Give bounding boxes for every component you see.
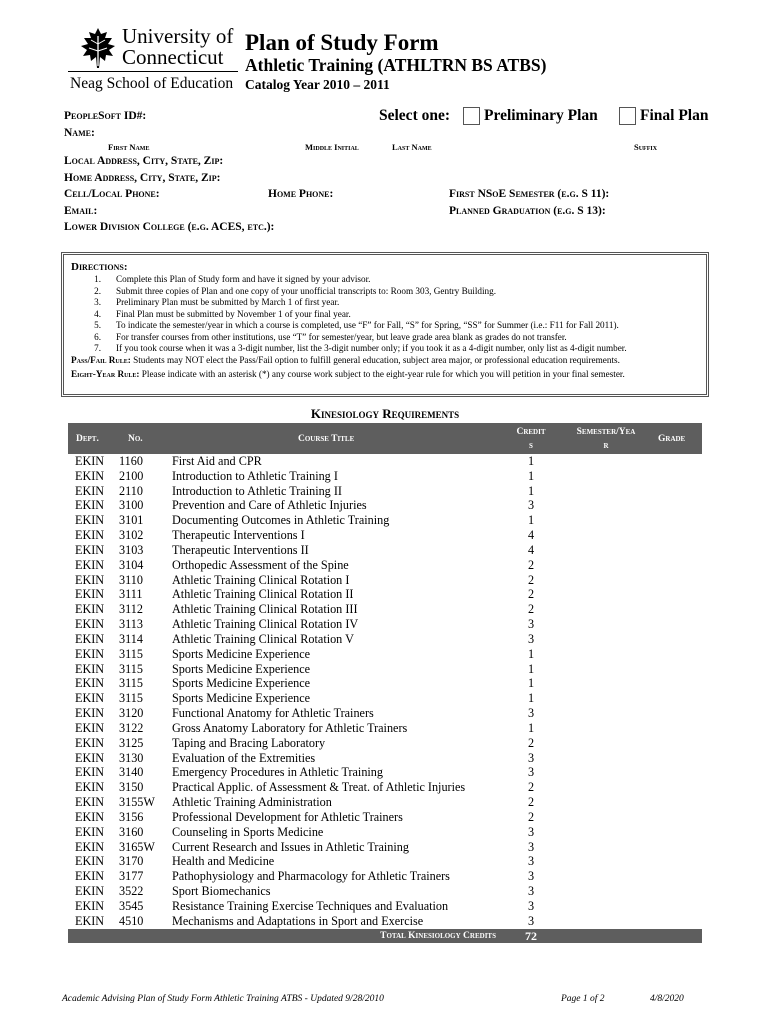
- name-label: Name:: [64, 127, 95, 139]
- eight-year-rule: [71, 369, 625, 380]
- course-number-cell: 3522: [119, 884, 144, 899]
- table-row: [68, 736, 702, 751]
- table-row: [68, 854, 702, 869]
- university-name-line2: Connecticut: [122, 45, 224, 69]
- course-number-cell: 3120: [119, 706, 144, 721]
- course-title-cell: Sports Medicine Experience: [172, 676, 311, 691]
- table-row: [68, 780, 702, 795]
- pass-fail-rule-text: Students may NOT elect the Pass/Fail option to fulfill general education, subject area major, or professional education requirements.: [133, 355, 620, 365]
- table-row: [68, 617, 702, 632]
- credits-cell: 1: [527, 483, 535, 498]
- footer-date: 4/8/2020: [650, 994, 684, 1004]
- dept-cell: EKIN: [75, 676, 105, 691]
- course-title-cell: Resistance Training Exercise Techniques and Evaluation: [172, 898, 449, 913]
- footer-form-title: Academic Advising Plan of Study Form Athletic Training ATBS - Updated 9/28/2010: [62, 994, 384, 1004]
- credits-cell: 2: [527, 587, 535, 602]
- directions-box: Directions: 1. Complete this Plan of Study form and have it signed by your advisor. 2. Submit three copies of Plan and one copy of your unofficial transcripts to: Room 303, Gentry Building. 3. Preliminary Plan must be submitted by March 1 of first year. 4. Final Plan must be submitted by November 1 of your final year. 5. To indicate the semester/year in which a course is completed, use “F” for Fall, “S” for Spring, “SS” for Summer (i.e.: F11 for Fall 2011). 6. For transfer courses from other institutions, use “T” for semester/year, but leave grade area blank as grades do not transfer. 7. If you took course when it was a 3-digit number, list the 3-digit number only; if you took it as a 4-digit number, only list as 4-digit number. Pass/Fail Rule: Students may NOT elect the Pass/Fail option to fulfill general education, subject area major, or professional education requirements. Eight-Year Rule: Please indicate with an asterisk (*) any course work subject to the eight-year rule for which you will petition in your final semester.: [61, 252, 709, 397]
- course-number-cell: 3101: [119, 513, 144, 528]
- course-number-cell: 3114: [119, 631, 143, 646]
- dept-cell: EKIN: [75, 528, 105, 543]
- eight-year-rule-text: Please indicate with an asterisk (*) any course work subject to the eight-year rule for which you will petition in your final semester.: [141, 369, 625, 379]
- course-title-cell: Therapeutic Interventions I: [172, 528, 305, 543]
- table-row: [68, 869, 702, 884]
- dept-cell: EKIN: [75, 587, 105, 602]
- uconn-logo: [68, 24, 238, 94]
- credits-cell: 1: [527, 691, 535, 706]
- dept-cell: EKIN: [75, 631, 105, 646]
- course-title-cell: Gross Anatomy Laboratory for Athletic Trainers: [172, 720, 408, 735]
- credits-cell: 3: [527, 631, 535, 646]
- dept-cell: EKIN: [75, 646, 105, 661]
- table-row: [68, 706, 702, 721]
- first-semester-label: First NSoE Semester (e.g. S 11):: [449, 188, 610, 200]
- grade-column-header: Grade: [658, 434, 686, 444]
- course-title-cell: Orthopedic Assessment of the Spine: [172, 557, 349, 572]
- course-number-cell: 3545: [119, 898, 144, 913]
- logo-divider: [68, 71, 238, 72]
- page-title: Plan of Study Form: [245, 30, 439, 55]
- course-number-cell: 4510: [119, 913, 144, 928]
- final-plan-checkbox[interactable]: [619, 107, 636, 125]
- dept-cell: EKIN: [75, 898, 105, 913]
- footer-page-number: Page 1 of 2: [561, 994, 605, 1004]
- credits-cell: 1: [527, 513, 535, 528]
- credits-cell: 4: [527, 528, 535, 543]
- credits-cell: 3: [527, 869, 535, 884]
- table-row: [68, 840, 702, 855]
- course-title-cell: Sports Medicine Experience: [172, 691, 311, 706]
- table-row: [68, 691, 702, 706]
- dept-cell: EKIN: [75, 483, 105, 498]
- table-row: [68, 587, 702, 602]
- course-title-cell: Evaluation of the Extremities: [172, 750, 316, 765]
- credits-cell: 3: [527, 884, 535, 899]
- table-row: [68, 454, 702, 469]
- credits-cell: 3: [527, 824, 535, 839]
- table-row: [68, 469, 702, 484]
- credits-cell: 2: [527, 780, 535, 795]
- dept-cell: EKIN: [75, 661, 105, 676]
- credits-cell: 3: [527, 498, 535, 513]
- course-number-cell: 3115: [119, 691, 143, 706]
- course-title-cell: Counseling in Sports Medicine: [172, 824, 324, 839]
- course-title-cell: Sport Biomechanics: [172, 884, 271, 899]
- credits-cell: 2: [527, 809, 535, 824]
- last-name-label: Last Name: [392, 142, 432, 152]
- course-title-cell: Health and Medicine: [172, 854, 275, 869]
- dept-cell: EKIN: [75, 839, 105, 854]
- dept-cell: EKIN: [75, 706, 105, 721]
- course-number-cell: 3165W: [119, 839, 155, 854]
- table-row: [68, 810, 702, 825]
- credits-cell: 2: [527, 557, 535, 572]
- middle-initial-label: Middle Initial: [305, 142, 359, 152]
- kinesiology-requirements-title: Kinesiology Requirements: [310, 406, 460, 421]
- course-title-cell: Pathophysiology and Pharmacology for Athletic Trainers: [172, 869, 450, 884]
- home-phone-label: Home Phone:: [268, 188, 334, 200]
- dept-cell: EKIN: [75, 913, 105, 928]
- planned-graduation-label: Planned Graduation (e.g. S 13):: [449, 205, 606, 217]
- course-number-cell: 2100: [119, 468, 144, 483]
- course-number-cell: 3110: [119, 572, 143, 587]
- course-number-cell: 3103: [119, 542, 144, 557]
- course-title-cell: Athletic Training Clinical Rotation III: [172, 602, 358, 617]
- credits-cell: 2: [527, 735, 535, 750]
- no-column-header: No.: [128, 434, 143, 444]
- table-row: [68, 528, 702, 543]
- table-row: [68, 513, 702, 528]
- course-number-cell: 3112: [119, 602, 143, 617]
- dept-cell: EKIN: [75, 454, 105, 468]
- lower-division-college-label: Lower Division College (e.g. ACES, etc.):: [64, 221, 275, 233]
- course-title-cell: Prevention and Care of Athletic Injuries: [172, 498, 367, 513]
- course-number-cell: 3155W: [119, 795, 155, 810]
- final-plan-label: Final Plan: [640, 107, 709, 124]
- table-row: [68, 498, 702, 513]
- credits-cell: 1: [527, 468, 535, 483]
- course-number-cell: 3177: [119, 869, 144, 884]
- peoplesoft-id-label: PeopleSoft ID#:: [64, 110, 147, 122]
- course-title-cell: Sports Medicine Experience: [172, 646, 311, 661]
- credits-cell: 3: [527, 765, 535, 780]
- school-name: Neag School of Education: [70, 75, 234, 92]
- university-name-line1: University of: [122, 24, 234, 48]
- course-number-cell: 3150: [119, 780, 144, 795]
- dept-cell: EKIN: [75, 691, 105, 706]
- table-row: [68, 662, 702, 677]
- credits-cell: 3: [527, 706, 535, 721]
- table-row: [68, 899, 702, 914]
- course-number-cell: 3111: [119, 587, 143, 602]
- credits-cell: 1: [527, 720, 535, 735]
- select-one-label: Select one:: [379, 107, 451, 124]
- course-number-cell: 3125: [119, 735, 144, 750]
- table-row: [68, 795, 702, 810]
- dept-cell: EKIN: [75, 735, 105, 750]
- course-title-cell: Documenting Outcomes in Athletic Training: [172, 513, 390, 528]
- course-title-cell: Introduction to Athletic Training I: [172, 468, 338, 483]
- cell-phone-label: Cell/Local Phone:: [64, 188, 160, 200]
- credits-cell: 2: [527, 602, 535, 617]
- local-address-label: Local Address, City, State, Zip:: [64, 155, 224, 167]
- course-title-cell: Athletic Training Clinical Rotation V: [172, 631, 354, 646]
- dept-cell: EKIN: [75, 557, 105, 572]
- pass-fail-rule-label: Pass/Fail Rule:: [71, 355, 131, 365]
- course-title-cell: Athletic Training Clinical Rotation II: [172, 587, 354, 602]
- course-number-cell: 3170: [119, 854, 144, 869]
- table-row: [68, 558, 702, 573]
- credits-cell: 3: [527, 750, 535, 765]
- credits-column-header: Credit s: [516, 427, 546, 451]
- dept-cell: EKIN: [75, 795, 105, 810]
- oak-leaf-icon: [76, 26, 120, 70]
- home-address-label: Home Address, City, State, Zip:: [64, 172, 221, 184]
- dept-cell: EKIN: [75, 884, 105, 899]
- course-title-cell: Therapeutic Interventions II: [172, 542, 309, 557]
- table-row: [68, 647, 702, 662]
- credits-cell: 2: [527, 572, 535, 587]
- suffix-label: Suffix: [634, 142, 658, 152]
- dept-cell: EKIN: [75, 542, 105, 557]
- course-number-cell: 3140: [119, 765, 144, 780]
- dept-cell: EKIN: [75, 468, 105, 483]
- credits-cell: 1: [527, 661, 535, 676]
- course-title-cell: Emergency Procedures in Athletic Training: [172, 765, 383, 780]
- course-number-cell: 1160: [119, 454, 143, 468]
- credits-cell: 2: [527, 795, 535, 810]
- credits-cell: 1: [527, 454, 535, 468]
- credits-cell: 3: [527, 913, 535, 928]
- dept-cell: EKIN: [75, 780, 105, 795]
- total-credits-value: 72: [525, 929, 537, 943]
- course-title-cell: Athletic Training Clinical Rotation IV: [172, 617, 359, 632]
- credits-cell: 1: [527, 676, 535, 691]
- course-title-cell: First Aid and CPR: [172, 454, 262, 468]
- total-row: [68, 929, 702, 943]
- dept-cell: EKIN: [75, 854, 105, 869]
- dept-cell: EKIN: [75, 809, 105, 824]
- course-title-cell: Introduction to Athletic Training II: [172, 483, 342, 498]
- course-number-cell: 3104: [119, 557, 144, 572]
- table-row: [68, 884, 702, 899]
- table-row: [68, 721, 702, 736]
- course-number-cell: 3100: [119, 498, 144, 513]
- course-title-cell: Mechanisms and Adaptations in Sport and Exercise: [172, 913, 424, 928]
- course-number-cell: 3115: [119, 646, 143, 661]
- total-credits-label: Total Kinesiology Credits: [380, 931, 496, 941]
- program-title: Athletic Training (ATHLTRN BS ATBS): [245, 55, 547, 75]
- table-header: [68, 423, 702, 454]
- credits-cell: 3: [527, 898, 535, 913]
- course-number-cell: 3160: [119, 824, 144, 839]
- credits-cell: 3: [527, 854, 535, 869]
- course-title-cell: Athletic Training Administration: [172, 795, 332, 810]
- dept-cell: EKIN: [75, 765, 105, 780]
- course-number-cell: 3102: [119, 528, 144, 543]
- dept-cell: EKIN: [75, 498, 105, 513]
- dept-cell: EKIN: [75, 720, 105, 735]
- table-row: [68, 914, 702, 929]
- email-label: Email:: [64, 205, 98, 217]
- dept-cell: EKIN: [75, 572, 105, 587]
- semester-year-column-header: Semester/Yea r: [576, 427, 636, 451]
- first-name-label: First Name: [108, 142, 150, 152]
- dept-column-header: Dept.: [76, 434, 99, 444]
- course-number-cell: 3115: [119, 661, 143, 676]
- course-title-cell: Taping and Bracing Laboratory: [172, 735, 326, 750]
- credits-cell: 3: [527, 617, 535, 632]
- pass-fail-rule: [71, 355, 620, 366]
- dept-cell: EKIN: [75, 513, 105, 528]
- catalog-year: Catalog Year 2010 – 2011: [245, 77, 390, 92]
- dept-cell: EKIN: [75, 824, 105, 839]
- dept-cell: EKIN: [75, 617, 105, 632]
- course-title-column-header: Course Title: [298, 434, 355, 444]
- dept-cell: EKIN: [75, 602, 105, 617]
- course-number-cell: 3122: [119, 720, 144, 735]
- credits-cell: 3: [527, 839, 535, 854]
- table-row: [68, 602, 702, 617]
- table-row: [68, 632, 702, 647]
- course-title-cell: Professional Development for Athletic Trainers: [172, 809, 403, 824]
- preliminary-plan-checkbox[interactable]: [463, 107, 480, 125]
- table-row: [68, 484, 702, 499]
- table-row: [68, 573, 702, 588]
- credits-cell: 4: [527, 542, 535, 557]
- credits-cell: 1: [527, 646, 535, 661]
- course-title-cell: Current Research and Issues in Athletic Training: [172, 839, 409, 854]
- course-title-cell: Sports Medicine Experience: [172, 661, 311, 676]
- eight-year-rule-label: Eight-Year Rule:: [71, 369, 140, 379]
- course-number-cell: 3115: [119, 676, 143, 691]
- table-row: [68, 543, 702, 558]
- preliminary-plan-label: Preliminary Plan: [484, 107, 598, 124]
- course-number-cell: 3130: [119, 750, 144, 765]
- course-title-cell: Practical Applic. of Assessment & Treat. of Athletic Injuries: [172, 780, 466, 795]
- table-row: [68, 751, 702, 766]
- table-row: [68, 825, 702, 840]
- directions-title: Directions:: [71, 261, 128, 273]
- course-number-cell: 2110: [119, 483, 143, 498]
- dept-cell: EKIN: [75, 869, 105, 884]
- course-number-cell: 3113: [119, 617, 143, 632]
- table-row: [68, 676, 702, 691]
- table-row: [68, 765, 702, 780]
- course-title-cell: Athletic Training Clinical Rotation I: [172, 572, 350, 587]
- course-title-cell: Functional Anatomy for Athletic Trainers: [172, 706, 374, 721]
- course-number-cell: 3156: [119, 809, 144, 824]
- dept-cell: EKIN: [75, 750, 105, 765]
